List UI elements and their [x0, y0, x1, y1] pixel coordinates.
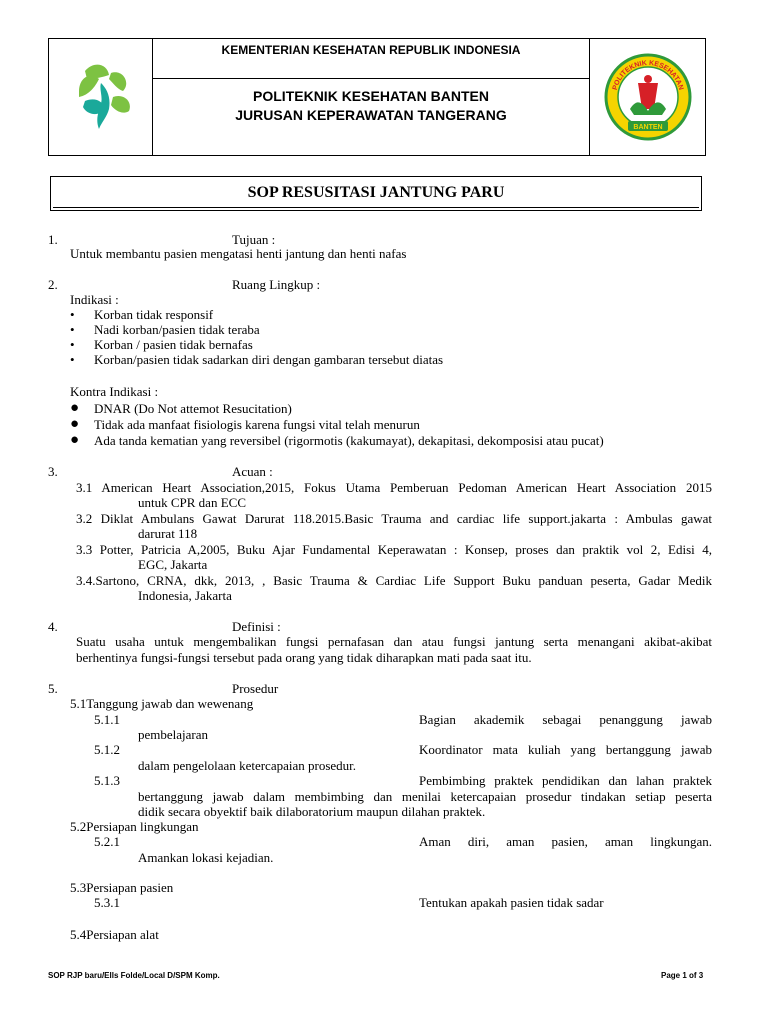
reference-line: 3.4.Sartono, CRNA, dkk, 2013, , Basic Trauma & Cardiac Life Support Buku panduan peserta, Gadar Medik — [76, 573, 712, 588]
indikasi-label: Indikasi : — [70, 292, 119, 307]
list-item: Tidak ada manfaat fisiologis karena fungsi vital telah menurun — [94, 417, 420, 432]
reference-line: 3.1 American Heart Association,2015, Fokus Utama Pemberuan Pedoman American Heart Association 2015 — [76, 480, 712, 495]
section-1-text: Untuk membantu pasien mengatasi henti jantung dan henti nafas — [70, 246, 407, 261]
bullet-icon: ● — [70, 416, 80, 432]
bullet-icon: • — [70, 352, 75, 367]
section-5-number: 5. — [48, 681, 58, 696]
definition-line: berhentinya fungsi-fungsi tersebut pada orang yang tidak diharapkan mati pada saat itu. — [76, 650, 532, 665]
institution-line1: POLITEKNIK KESEHATAN BANTEN — [253, 88, 489, 104]
section-4-number: 4. — [48, 619, 58, 634]
section-3-number: 3. — [48, 464, 58, 479]
poltekkes-seal-cell — [589, 39, 705, 155]
list-item: DNAR (Do Not attemot Resucitation) — [94, 401, 292, 416]
title-box — [50, 176, 702, 211]
bullet-icon: • — [70, 337, 75, 352]
item-number: 5.3.1 — [94, 895, 120, 910]
bullet-icon: ● — [70, 400, 80, 416]
item-text: Koordinator mata kuliah yang bertanggung jawab — [419, 742, 712, 757]
subsection-heading: 5.4Persiapan alat — [70, 927, 159, 942]
item-number: 5.1.2 — [94, 742, 120, 757]
ministry-name: KEMENTERIAN KESEHATAN REPUBLIK INDONESIA — [153, 39, 589, 79]
item-text: didik secara obyektif baik dilaboratorium maupun dilahan praktek. — [138, 804, 486, 819]
subsection-heading: 5.3Persiapan pasien — [70, 880, 174, 895]
definition-line: Suatu usaha untuk mengembalikan fungsi pernafasan dan atau fungsi jantung serta menangani akibat-akibat — [76, 634, 712, 649]
subsection-heading: 5.1Tanggung jawab dan wewenang — [70, 696, 254, 711]
bullet-icon: • — [70, 322, 75, 337]
item-number: 5.1.1 — [94, 712, 120, 727]
reference-line: 3.2 Diklat Ambulans Gawat Darurat 118.2015.Basic Trauma and cardiac life support.jakarta : Ambulas gawat — [76, 511, 712, 526]
item-text: Tentukan apakah pasien tidak sadar — [419, 895, 604, 910]
kemenkes-logo-icon — [49, 39, 153, 155]
reference-line: darurat 118 — [138, 526, 198, 541]
item-number: 5.2.1 — [94, 834, 120, 849]
kontra-label: Kontra Indikasi : — [70, 384, 159, 399]
section-2-number: 2. — [48, 277, 58, 292]
bullet-icon: ● — [70, 432, 80, 448]
section-2-heading: Ruang Lingkup : — [232, 277, 321, 292]
seal-text-top: POLITEKNIK KESEHATAN — [611, 59, 685, 91]
item-text: dalam pengelolaan ketercapaian prosedur. — [138, 758, 357, 773]
reference-line: 3.3 Potter, Patricia A,2005, Buku Ajar Fundamental Keperawatan : Konsep, proses dan praktik vol 2, Edisi 4, — [76, 542, 712, 557]
ministry-logo-cell — [49, 39, 153, 155]
section-5-heading: Prosedur — [232, 681, 279, 696]
bullet-icon: • — [70, 307, 75, 322]
list-item: Nadi korban/pasien tidak teraba — [94, 322, 260, 337]
reference-line: untuk CPR dan ECC — [138, 495, 246, 510]
list-item: Korban tidak responsif — [94, 307, 214, 322]
item-text: Bagian akademik sebagai penanggung jawab — [419, 712, 712, 727]
list-item: Korban / pasien tidak bernafas — [94, 337, 253, 352]
item-text: Pembimbing praktek pendidikan dan lahan praktek — [419, 773, 712, 788]
section-1-number: 1. — [48, 232, 58, 247]
item-text: Aman diri, aman pasien, aman lingkungan. — [419, 834, 712, 849]
item-text: bertanggung jawab dalam membimbing dan menilai ketercapaian prosedur tindakan setiap peserta — [138, 789, 712, 804]
seal-text-bottom: BANTEN — [633, 124, 663, 131]
item-number: 5.1.3 — [94, 773, 120, 788]
subsection-heading: 5.2Persiapan lingkungan — [70, 819, 199, 834]
section-3-heading: Acuan : — [232, 464, 273, 479]
list-item: Korban/pasien tidak sadarkan diri dengan gambaran tersebut diatas — [94, 352, 444, 367]
institution-name — [153, 79, 589, 155]
page-number: Page 1 of 3 — [661, 971, 704, 980]
document-header — [48, 38, 706, 156]
section-1-heading: Tujuan : — [232, 232, 276, 247]
institution-line2: JURUSAN KEPERAWATAN TANGERANG — [235, 107, 507, 123]
footer-path: SOP RJP baru/Ells Folde/Local D/SPM Komp. — [48, 971, 220, 980]
item-text: Amankan lokasi kejadian. — [138, 850, 274, 865]
poltekkes-seal-icon — [590, 39, 706, 155]
reference-line: EGC, Jakarta — [138, 557, 208, 572]
reference-line: Indonesia, Jakarta — [138, 588, 232, 603]
list-item: Ada tanda kematian yang reversibel (rigormotis (kakumayat), dekapitasi, dekomposisi atau pucat) — [94, 433, 604, 448]
item-text: pembelajaran — [138, 727, 209, 742]
section-4-heading: Definisi : — [232, 619, 281, 634]
document-title: SOP RESUSITASI JANTUNG PARU — [247, 184, 505, 201]
